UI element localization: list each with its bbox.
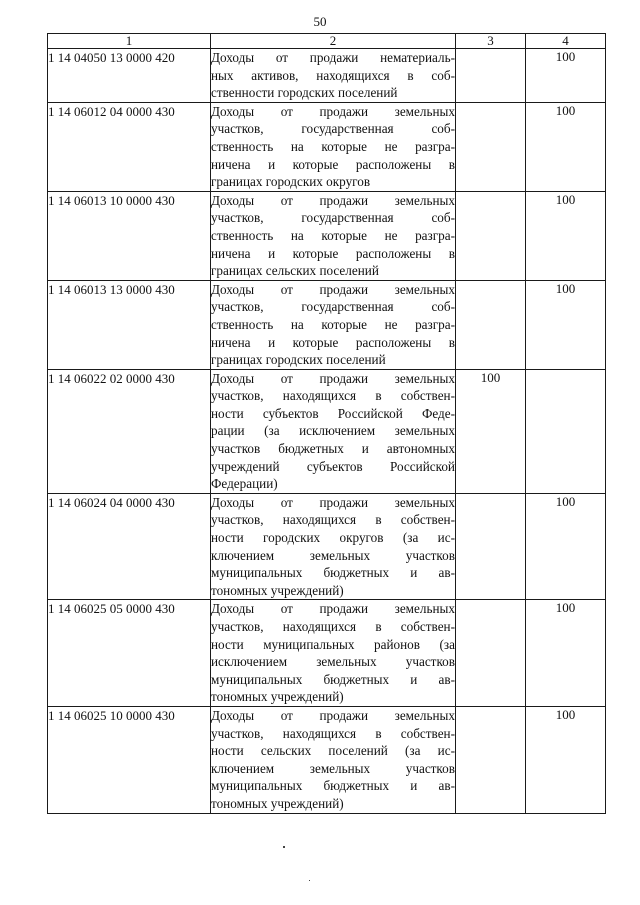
income-description-cell — [211, 369, 456, 493]
table-header-row — [48, 34, 606, 49]
income-code-cell: 1 14 06013 13 0000 430 — [48, 280, 211, 369]
income-description-cell — [211, 706, 456, 813]
description-line: Доходы от продажи нематериаль- — [211, 50, 455, 65]
description-line: участков, находящихся в собствен- — [211, 512, 455, 528]
income-code-cell: 1 14 04050 13 0000 420 — [48, 49, 211, 103]
table-row — [48, 102, 606, 191]
description-line: ственность на которые не разгра- — [211, 138, 455, 154]
description-line: Доходы от продажи земельных — [211, 370, 455, 386]
column-3-value — [456, 280, 526, 369]
description-line: ничена и которые расположены в — [211, 156, 455, 172]
income-code-cell: 1 14 06013 10 0000 430 — [48, 191, 211, 280]
column-3-value — [456, 49, 526, 103]
column-4-value: 100 — [526, 49, 606, 103]
column-3-value — [456, 706, 526, 813]
description-line: участков, находящихся в собствен- — [211, 725, 455, 741]
income-description-cell — [211, 493, 456, 600]
description-line: ности сельских поселений (за ис- — [211, 743, 455, 759]
income-description-cell — [211, 280, 456, 369]
column-3-value — [456, 600, 526, 707]
income-code-cell: 1 14 06012 04 0000 430 — [48, 102, 211, 191]
column-4-value: 100 — [526, 706, 606, 813]
page-number: 50 — [313, 14, 327, 29]
column-header-1: 1 — [48, 34, 211, 49]
table-row — [48, 493, 606, 600]
income-code-cell: 1 14 06025 10 0000 430 — [48, 706, 211, 813]
income-codes-table — [47, 33, 606, 814]
description-line: Доходы от продажи земельных — [211, 192, 455, 208]
description-line: рации (за исключением земельных — [211, 423, 455, 439]
column-4-value: 100 — [526, 493, 606, 600]
column-3-value — [456, 102, 526, 191]
column-4-value: 100 — [526, 102, 606, 191]
column-3-value — [456, 493, 526, 600]
column-header-3: 3 — [456, 34, 526, 49]
description-line: участков, находящихся в собствен- — [211, 388, 455, 404]
description-line: ных активов, находящихся в соб- — [211, 67, 455, 83]
table-row — [48, 191, 606, 280]
table-row — [48, 49, 606, 103]
description-line: ственность на которые не разгра- — [211, 316, 455, 332]
table-row — [48, 369, 606, 493]
description-line: ности субъектов Российской Феде- — [211, 405, 455, 421]
income-description-cell — [211, 600, 456, 707]
description-line: границах городских поселений — [211, 352, 386, 368]
description-line: границах сельских поселений — [211, 263, 379, 279]
column-3-value — [456, 191, 526, 280]
description-line: тономных учреждений) — [211, 582, 344, 598]
income-code-cell: 1 14 06022 02 0000 430 — [48, 369, 211, 493]
description-line: Доходы от продажи земельных — [211, 281, 455, 297]
column-4-value: 100 — [526, 280, 606, 369]
income-code-cell: 1 14 06024 04 0000 430 — [48, 493, 211, 600]
description-line: участков, находящихся в собствен- — [211, 619, 455, 634]
column-3-value: 100 — [456, 369, 526, 493]
description-line: участков, государственная соб- — [211, 210, 455, 226]
column-header-4: 4 — [526, 34, 606, 49]
description-line: ности городских округов (за ис- — [211, 530, 455, 546]
table-row — [48, 600, 606, 707]
description-line: участков, государственная соб- — [211, 299, 455, 315]
description-line: учреждений субъектов Российской — [211, 458, 455, 474]
income-description-cell — [211, 102, 456, 191]
description-line: муниципальных бюджетных и ав- — [211, 778, 455, 794]
description-line: Доходы от продажи земельных — [211, 707, 455, 723]
table-row — [48, 706, 606, 813]
description-line: муниципальных бюджетных и ав- — [211, 671, 455, 687]
description-line: ничена и которые расположены в — [211, 334, 455, 350]
table-row — [48, 280, 606, 369]
column-4-value: 100 — [526, 600, 606, 707]
table-body — [48, 49, 606, 814]
description-line: участков, государственная соб- — [211, 121, 455, 137]
description-line: ности муниципальных районов (за — [211, 636, 455, 652]
income-description-cell — [211, 49, 456, 103]
description-line: Доходы от продажи земельных — [211, 601, 455, 617]
description-line: ственности городских поселений — [211, 85, 398, 101]
description-line: ключением земельных участков — [211, 760, 455, 776]
income-code-cell: 1 14 06025 05 0000 430 — [48, 600, 211, 707]
description-line: ничена и которые расположены в — [211, 245, 455, 261]
scan-speck — [309, 880, 310, 881]
column-4-value: 100 — [526, 191, 606, 280]
description-line: тономных учреждений) — [211, 689, 344, 705]
income-description-cell — [211, 191, 456, 280]
description-line: муниципальных бюджетных и ав- — [211, 565, 455, 581]
description-line: ключением земельных участков — [211, 547, 455, 563]
description-line: участков бюджетных и автономных — [211, 441, 455, 457]
description-line: Доходы от продажи земельных — [211, 494, 455, 510]
description-line: тономных учреждений) — [211, 795, 344, 811]
column-4-value — [526, 369, 606, 493]
description-line: Федерации) — [211, 476, 278, 492]
description-line: исключением земельных участков — [211, 654, 455, 670]
column-header-2: 2 — [211, 34, 456, 49]
description-line: границах городских округов — [211, 174, 371, 190]
description-line: ственность на которые не разгра- — [211, 227, 455, 243]
scan-speck — [283, 846, 285, 848]
description-line: Доходы от продажи земельных — [211, 103, 455, 119]
